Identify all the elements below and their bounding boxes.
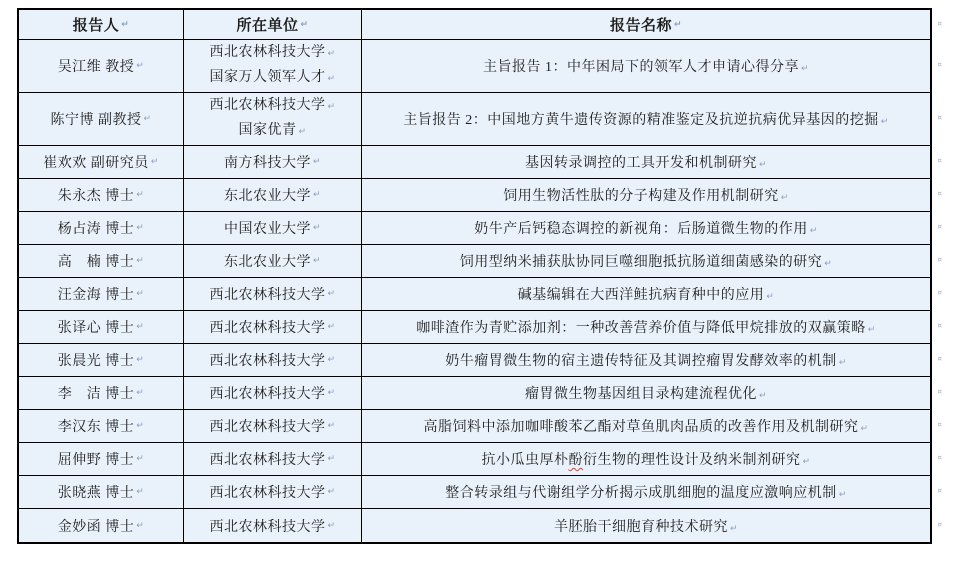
paragraph-return-icon: ↵	[121, 19, 130, 30]
paragraph-return-icon: ↵	[136, 454, 145, 464]
report-title	[554, 516, 738, 536]
end-of-row-marker: ¤	[937, 454, 942, 463]
title-text: 羊胚胎干细胞育种技术研究	[553, 519, 728, 535]
end-of-row-marker: ¤	[937, 289, 942, 298]
affiliation-line	[209, 66, 335, 91]
presenter-cell	[19, 311, 184, 343]
paragraph-return-icon: ↵	[758, 391, 768, 401]
table-row	[19, 443, 942, 476]
title-cell	[362, 93, 930, 145]
presenter-name: 张晓燕 博士	[57, 486, 135, 501]
affiliation-text: 西北农林科技大学	[209, 321, 326, 336]
paragraph-return-icon: ↵	[327, 421, 336, 431]
presenter-cell	[19, 212, 184, 244]
presenter-cell	[19, 509, 184, 542]
table-row	[19, 212, 942, 245]
paragraph-return-icon: ↵	[150, 157, 159, 167]
end-of-row-marker: ¤	[937, 520, 942, 529]
report-title	[416, 317, 876, 337]
paragraph-return-icon: ↵	[327, 487, 336, 497]
affiliation-cell	[184, 212, 362, 244]
paragraph-return-icon: ↵	[327, 102, 336, 112]
presenter-name: 吴江维 教授	[57, 60, 135, 75]
affiliation-text: 西北农林科技大学	[209, 420, 326, 435]
affiliation-text: 南方科技大学	[223, 156, 311, 171]
paragraph-return-icon: ↵	[136, 223, 145, 233]
paragraph-return-icon: ↵	[327, 454, 336, 464]
paragraph-return-icon: ↵	[327, 388, 336, 398]
presenter-cell	[19, 179, 184, 211]
paragraph-return-icon: ↵	[327, 355, 336, 365]
report-title	[503, 185, 789, 205]
presenter-name: 汪金海 博士	[57, 288, 135, 303]
affiliation-line	[209, 94, 335, 119]
presenter-name: 李 洁 博士	[57, 387, 135, 402]
header-title-label: 报告名称	[609, 18, 672, 34]
header-affiliation	[184, 10, 362, 39]
affiliation-cell	[184, 93, 362, 145]
paragraph-return-icon: ↵	[327, 322, 336, 332]
affiliation-text: 国家万人领军人才	[209, 70, 326, 85]
paragraph-return-icon: ↵	[300, 19, 309, 30]
paragraph-return-icon: ↵	[880, 117, 889, 127]
end-of-row-marker: ¤	[937, 19, 942, 28]
title-cell	[362, 179, 930, 211]
paragraph-return-icon: ↵	[312, 256, 322, 266]
title-text: 主旨报告 1：中年困局下的领军人才申请心得分享	[482, 60, 799, 75]
header-affiliation-label: 所在单位	[236, 18, 299, 34]
affiliation-cell	[184, 179, 362, 211]
affiliation-text: 国家优青	[238, 123, 297, 138]
affiliation-cell	[184, 476, 362, 508]
title-text: 奶牛产后钙稳态调控的新视角：后肠道微生物的作用	[474, 222, 808, 237]
paragraph-return-icon: ↵	[800, 64, 810, 74]
report-title	[481, 449, 810, 469]
header-presenter	[19, 10, 184, 39]
table-row	[19, 40, 942, 93]
title-cell	[362, 476, 930, 508]
paragraph-return-icon: ↵	[838, 490, 847, 500]
table-row	[19, 377, 942, 410]
paragraph-return-icon: ↵	[136, 421, 145, 431]
affiliation-lines	[209, 41, 335, 91]
presenter-cell	[19, 377, 184, 409]
presenter-name: 崔欢欢 副研究员	[43, 156, 149, 171]
table-row	[19, 245, 942, 278]
paragraph-return-icon: ↵	[327, 520, 336, 531]
affiliation-cell	[184, 245, 362, 277]
paragraph-return-icon: ↵	[136, 520, 145, 531]
paragraph-return-icon: ↵	[809, 226, 818, 236]
affiliation-text: 东北农业大学	[223, 189, 311, 204]
affiliation-text: 西北农林科技大学	[209, 354, 326, 369]
table-row	[19, 93, 942, 146]
paragraph-return-icon: ↵	[766, 292, 775, 302]
report-title	[518, 284, 775, 304]
end-of-row-marker: ¤	[937, 223, 942, 232]
title-text: 奶牛瘤胃微生物的宿主遗传特征及其调控瘤胃发酵效率的机制	[445, 354, 837, 369]
presenter-cell	[19, 278, 184, 310]
affiliation-text: 西北农林科技大学	[209, 453, 326, 468]
presenter-cell	[19, 443, 184, 475]
paragraph-return-icon: ↵	[867, 325, 876, 335]
presenter-cell	[19, 344, 184, 376]
affiliation-text: 西北农林科技大学	[209, 45, 326, 60]
presenter-name: 屈伸野 博士	[57, 453, 135, 468]
report-title	[445, 482, 847, 502]
affiliation-text: 西北农林科技大学	[209, 486, 326, 501]
affiliation-cell	[184, 410, 362, 442]
report-title	[403, 109, 889, 129]
paragraph-return-icon: ↵	[136, 388, 145, 398]
paragraph-return-icon: ↵	[673, 19, 683, 30]
paragraph-return-icon: ↵	[136, 322, 145, 332]
affiliation-text: 东北农业大学	[223, 255, 311, 270]
title-text-spellchecked: 酚	[568, 453, 583, 468]
affiliation-text: 西北农林科技大学	[209, 387, 326, 402]
header-title	[362, 10, 930, 39]
end-of-row-marker: ¤	[937, 487, 942, 496]
paragraph-return-icon: ↵	[143, 114, 152, 124]
report-schedule-table	[17, 8, 942, 544]
end-of-row-marker: ¤	[937, 114, 942, 123]
presenter-name: 杨占涛 博士	[57, 222, 135, 237]
report-title	[445, 350, 847, 370]
affiliation-cell	[184, 344, 362, 376]
table-row	[19, 344, 942, 377]
paragraph-return-icon: ↵	[312, 223, 322, 233]
title-cell	[362, 146, 930, 178]
presenter-cell	[19, 410, 184, 442]
presenter-name: 金妙函 博士	[57, 519, 135, 535]
title-cell	[362, 410, 930, 442]
title-cell	[362, 212, 930, 244]
paragraph-return-icon: ↵	[327, 49, 336, 59]
end-of-row-marker: ¤	[937, 388, 942, 397]
table-row	[19, 179, 942, 212]
paragraph-return-icon: ↵	[327, 289, 336, 299]
affiliation-cell	[184, 443, 362, 475]
affiliation-text: 西北农林科技大学	[209, 519, 326, 535]
title-text: 衍生物的理性设计及纳米制剂研究	[582, 453, 801, 468]
affiliation-cell	[184, 278, 362, 310]
title-text: 饲用型纳米捕获肽协同巨噬细胞抵抗肠道细菌感染的研究	[459, 255, 823, 270]
paragraph-return-icon: ↵	[312, 157, 322, 167]
affiliation-line	[209, 41, 335, 66]
end-of-row-marker: ¤	[937, 322, 942, 331]
affiliation-line	[209, 119, 335, 144]
title-text: 高脂饲料中添加咖啡酸苯乙酯对草鱼肌肉品质的改善作用及机制研究	[423, 420, 859, 435]
paragraph-return-icon: ↵	[838, 358, 847, 368]
affiliation-text: 西北农林科技大学	[209, 288, 326, 303]
title-text: 碱基编辑在大西洋鲑抗病育种中的应用	[517, 288, 765, 303]
presenter-name: 李汉东 博士	[57, 420, 135, 435]
table-row	[19, 509, 942, 542]
end-of-row-marker: ¤	[937, 157, 942, 166]
paragraph-return-icon: ↵	[802, 457, 811, 467]
title-cell	[362, 443, 930, 475]
presenter-name: 张晨光 博士	[57, 354, 135, 369]
paragraph-return-icon: ↵	[758, 160, 768, 170]
report-title	[525, 152, 767, 172]
title-text: 饲用生物活性肽的分子构建及作用机制研究	[503, 189, 779, 204]
paragraph-return-icon: ↵	[327, 74, 336, 84]
paragraph-return-icon: ↵	[136, 487, 145, 497]
affiliation-cell	[184, 377, 362, 409]
paragraph-return-icon: ↵	[136, 355, 145, 365]
affiliation-cell	[184, 311, 362, 343]
presenter-cell	[19, 245, 184, 277]
title-cell	[362, 245, 930, 277]
paragraph-return-icon: ↵	[729, 523, 739, 534]
report-title	[460, 251, 833, 271]
report-title	[483, 56, 809, 76]
presenter-cell	[19, 93, 184, 145]
title-cell	[362, 509, 930, 542]
end-of-row-marker: ¤	[937, 190, 942, 199]
presenter-name: 陈宁博 副教授	[50, 113, 142, 128]
end-of-row-marker: ¤	[937, 256, 942, 265]
table-row	[19, 311, 942, 344]
title-cell	[362, 311, 930, 343]
table-row	[19, 476, 942, 509]
report-title	[474, 218, 818, 238]
title-text: 主旨报告 2：中国地方黄牛遗传资源的精准鉴定及抗逆抗病优异基因的挖掘	[403, 113, 879, 128]
title-cell	[362, 377, 930, 409]
paragraph-return-icon: ↵	[824, 259, 833, 269]
paragraph-return-icon: ↵	[780, 193, 789, 203]
title-text: 整合转录组与代谢组学分析揭示成肌细胞的温度应激响应机制	[445, 486, 837, 501]
paragraph-return-icon: ↵	[298, 127, 307, 137]
paragraph-return-icon: ↵	[136, 289, 145, 299]
affiliation-text: 中国农业大学	[223, 222, 311, 237]
affiliation-cell	[184, 509, 362, 542]
end-of-row-marker: ¤	[937, 355, 942, 364]
presenter-cell	[19, 476, 184, 508]
report-title	[525, 383, 767, 403]
paragraph-return-icon: ↵	[312, 190, 322, 200]
title-cell	[362, 278, 930, 310]
affiliation-text: 西北农林科技大学	[209, 98, 326, 113]
presenter-cell	[19, 146, 184, 178]
paragraph-return-icon: ↵	[136, 256, 145, 266]
presenter-name: 朱永杰 博士	[57, 189, 135, 204]
affiliation-lines	[209, 94, 335, 144]
affiliation-cell	[184, 146, 362, 178]
presenter-name: 高 楠 博士	[57, 255, 135, 270]
title-cell	[362, 344, 930, 376]
end-of-row-marker: ¤	[937, 421, 942, 430]
paragraph-return-icon: ↵	[136, 190, 145, 200]
table-row	[19, 146, 942, 179]
report-title	[423, 416, 868, 436]
table-header-row	[19, 10, 942, 40]
table-row	[19, 278, 942, 311]
paragraph-return-icon: ↵	[860, 424, 869, 434]
presenter-name: 张译心 博士	[57, 321, 135, 336]
table-row	[19, 410, 942, 443]
affiliation-cell	[184, 40, 362, 92]
presenter-cell	[19, 40, 184, 92]
title-text: 咖啡渣作为青贮添加剂：一种改善营养价值与降低甲烷排放的双赢策略	[416, 321, 866, 336]
title-text: 抗小瓜虫厚朴	[481, 453, 569, 468]
paragraph-return-icon: ↵	[136, 61, 145, 71]
title-text: 基因转录调控的工具开发和机制研究	[524, 156, 757, 171]
title-text: 瘤胃微生物基因组目录构建流程优化	[524, 387, 757, 402]
title-cell	[362, 40, 930, 92]
header-presenter-label: 报告人	[72, 18, 120, 34]
end-of-row-marker: ¤	[937, 61, 942, 70]
